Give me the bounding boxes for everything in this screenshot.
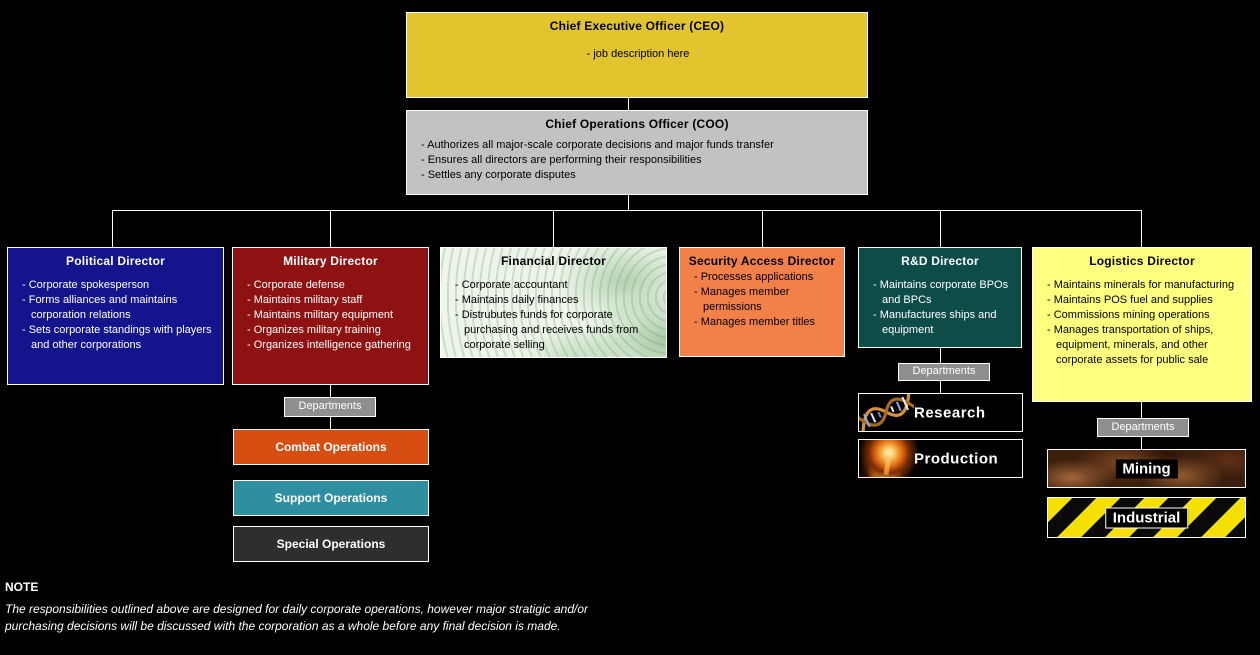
connector-line: [628, 98, 629, 110]
industrial-box: [1047, 497, 1246, 538]
logistics-director-title: Logistics Director: [1089, 254, 1195, 268]
bullet: - Settles any corporate disputes: [421, 169, 576, 181]
security-access-director-box: [679, 247, 845, 357]
bullet: - Maintains minerals for manufacturing: [1047, 279, 1235, 291]
bullet: - Distrubutes funds for corporate purchasing and receives funds from corporate selling: [455, 309, 639, 351]
connector-line: [112, 210, 1142, 211]
financial-director-box: [440, 247, 667, 358]
bullet: - Commissions mining operations: [1047, 309, 1210, 321]
bullet: - Organizes military training: [247, 324, 381, 336]
connector-line: [940, 381, 941, 393]
financial-director-title: Financial Director: [501, 254, 606, 268]
rd-departments-label: Departments: [898, 363, 990, 381]
bullet: - Manages member titles: [694, 316, 816, 328]
coo-title: Chief Operations Officer (COO): [545, 117, 729, 131]
bullet: - Maintains corporate BPOs and BPCs: [873, 279, 1009, 306]
military-departments-label: Departments: [284, 397, 376, 417]
connector-line: [940, 211, 941, 247]
research-label: Research: [914, 404, 986, 421]
note-heading: NOTE: [5, 580, 39, 594]
bullet: - Manages member permissions: [694, 286, 790, 313]
connector-line: [940, 348, 941, 363]
political-director-title: Political Director: [66, 254, 165, 268]
ceo-box: [406, 12, 868, 98]
connector-line: [330, 211, 331, 247]
connector-line: [628, 195, 629, 211]
connector-line: [1141, 402, 1142, 418]
connector-line: [330, 417, 331, 429]
bullet: - Corporate spokesperson: [22, 279, 150, 291]
bullet: - Manages transportation of ships, equipment, minerals, and other corporate assets for public sale: [1047, 324, 1214, 366]
connector-line: [112, 211, 113, 247]
special-operations-box: Special Operations: [233, 526, 429, 562]
military-director-title: Military Director: [283, 254, 378, 268]
connector-line: [1141, 437, 1142, 449]
security-access-director-title: Security Access Director: [688, 254, 836, 268]
rd-director-box: [858, 247, 1022, 348]
bullet: - Authorizes all major-scale corporate decisions and major funds transfer: [421, 139, 774, 151]
bullet: - Maintains daily finances: [455, 294, 579, 306]
mining-box: [1047, 449, 1246, 488]
connector-line: [330, 385, 331, 397]
political-director-box: [7, 247, 224, 385]
logistics-departments-label: Departments: [1097, 418, 1189, 437]
note-body: The responsibilities outlined above are designed for daily corporate operations, however major stratigic and/or purchasing decisions will be discussed with the corporation as a whole before any final decision is made.: [5, 602, 588, 633]
bullet: - Processes applications: [694, 271, 814, 283]
bullet: - Maintains POS fuel and supplies: [1047, 294, 1213, 306]
connector-line: [762, 211, 763, 247]
bullet: - Maintains military staff: [247, 294, 363, 306]
rd-director-title: R&D Director: [901, 254, 979, 268]
bullet: - Corporate defense: [247, 279, 345, 291]
bullet: - job description here: [586, 48, 690, 60]
bullet: - Forms alliances and maintains corporation relations: [22, 294, 178, 321]
bullet: - Ensures all directors are performing their responsibilities: [421, 154, 702, 166]
ceo-title: Chief Executive Officer (CEO): [549, 19, 725, 33]
coo-box: [406, 110, 868, 195]
bullet: - Sets corporate standings with players and other corporations: [22, 324, 212, 351]
molten-pour-shape: [883, 455, 891, 476]
bullet: - Corporate accountant: [455, 279, 568, 291]
industrial-label: Industrial: [1105, 507, 1189, 528]
support-operations-box: Support Operations: [233, 480, 429, 516]
production-box: [858, 439, 1023, 478]
bullet: - Organizes intelligence gathering: [247, 339, 411, 351]
connector-line: [1141, 211, 1142, 247]
mining-label: Mining: [1115, 459, 1177, 478]
bullet: - Maintains military equipment: [247, 309, 394, 321]
combat-operations-box: Combat Operations: [233, 429, 429, 465]
bullet: - Manufactures ships and equipment: [873, 309, 997, 336]
production-label: Production: [914, 450, 999, 467]
research-box: [858, 393, 1023, 432]
connector-line: [553, 211, 554, 247]
logistics-director-box: [1032, 247, 1252, 402]
military-director-box: [232, 247, 429, 385]
molten-metal-image: [859, 440, 919, 477]
dna-helix-icon: [859, 394, 914, 431]
